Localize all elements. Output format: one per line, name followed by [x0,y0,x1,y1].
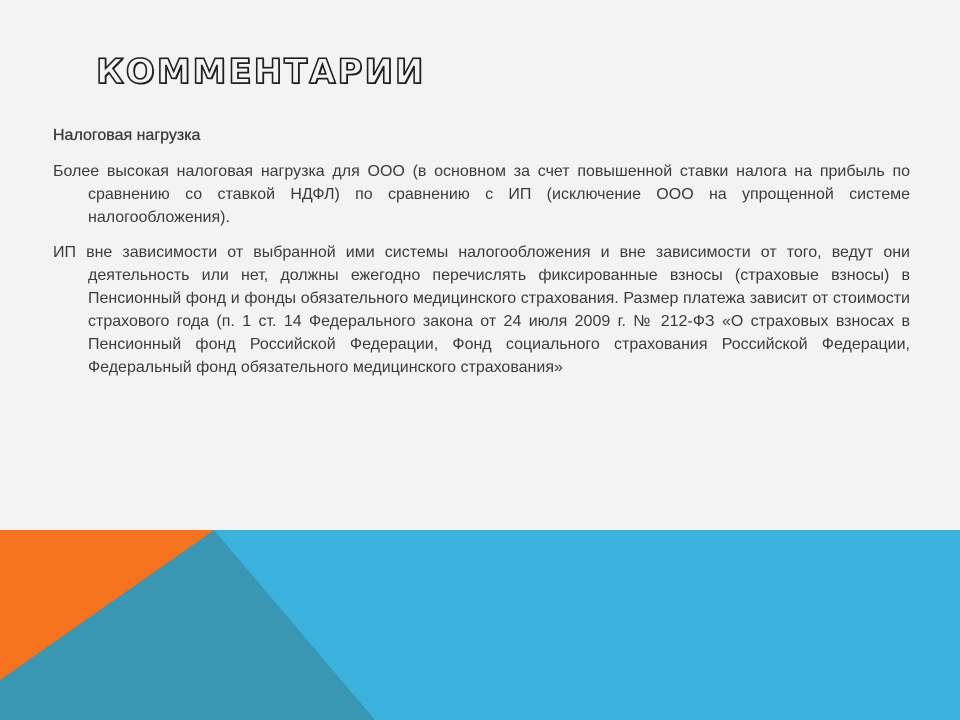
section-subheading: Налоговая нагрузка [53,127,201,144]
paragraph-insurance-contributions: ИП вне зависимости от выбранной ими системы налогообложения и вне зависимости от того, ведут они деятельность или нет, должны ежегодно перечислять фиксированные взносы (страховые взносы) в Пенсионный фонд и фонды обязательного медицинского страхования. Размер платежа зависит от стоимости страхового года (п. 1 ст. 14 Федерального закона от 24 июля 2009 г. № 212-ФЗ «О страховых взносах в Пенсионный фонд Российской Федерации, Фонд социального страхования Российской Федерации, Федеральный фонд обязательного медицинского страхования» [53,244,910,376]
slide-title: КОММЕНТАРИИ [96,52,426,92]
decorative-footer-shapes [0,530,960,720]
paragraph-tax-burden: Более высокая налоговая нагрузка для ООО (в основном за счет повышенной ставки налога на прибыль по сравнению со ставкой НДФЛ) по сравнению с ИП (исключение ООО на упрощенной системе налогообложения). [53,163,910,226]
slide-content [53,124,910,391]
